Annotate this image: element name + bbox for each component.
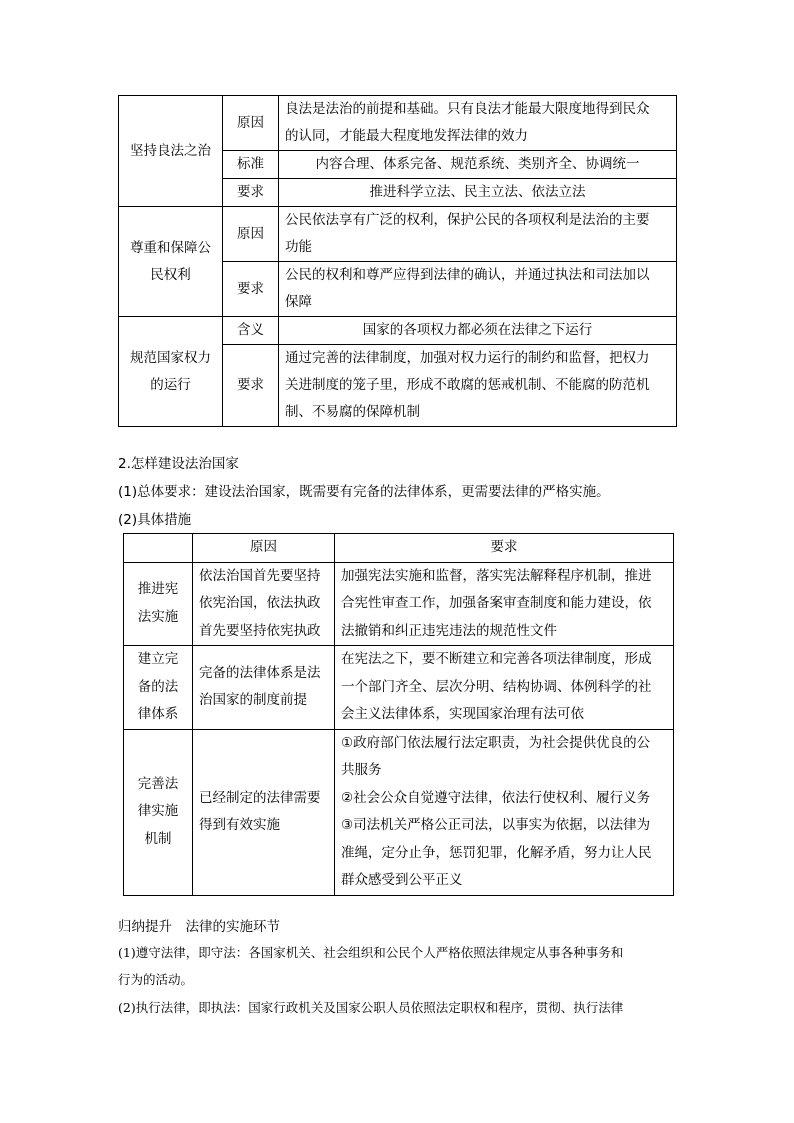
row-label: 要求 [223, 179, 279, 207]
row-label: 标准 [223, 151, 279, 179]
group-title: 坚持良法之治 [119, 96, 223, 207]
table-row [124, 646, 674, 730]
measure-name: 推进宪 法实施 [124, 562, 193, 646]
header-cell: 要求 [335, 534, 674, 563]
group-title: 规范国家权力 的运行 [119, 317, 223, 427]
header-cell [124, 534, 193, 563]
measure-requirement: ①政府部门依法履行法定职责，为社会提供优良的公 共服务 ②社会公众自觉遵守法律，依法行使权利、履行义务 ③司法机关严格公正司法，以事实为依据，以法律为 准绳，定分止争，惩罚犯罪，化解矛盾，努力让人民 群众感受到公平正义 [335, 729, 674, 895]
header-cell: 原因 [193, 534, 335, 563]
row-label: 原因 [223, 96, 279, 151]
row-text: 公民的权利和尊严应得到法律的确认，并通过执法和司法加以 保障 [279, 262, 677, 317]
measure-reason: 完备的法律体系是法 治国家的制度前提 [193, 646, 335, 730]
table-row [119, 207, 677, 262]
rule-of-law-table [118, 95, 677, 427]
row-text: 内容合理、体系完备、规范系统、类别齐全、协调统一 [279, 151, 677, 179]
row-label: 要求 [223, 345, 279, 427]
measure-reason: 已经制定的法律需要 得到有效实施 [193, 729, 335, 895]
measures-title: (2)具体措施 [118, 512, 192, 528]
section-title: 2.怎样建设法治国家 [118, 456, 239, 472]
row-text: 国家的各项权力都必须在法律之下运行 [279, 317, 677, 345]
row-text: 通过完善的法律制度，加强对权力运行的制约和监督，把权力 关进制度的笼子里，形成不敢腐的惩戒机制、不能腐的防范机 制、不易腐的保障机制 [279, 345, 677, 427]
table-header-row [124, 534, 674, 563]
table-row [119, 317, 677, 345]
table-row [124, 729, 674, 895]
row-text: 公民依法享有广泛的权利，保护公民的各项权利是法治的主要 功能 [279, 207, 677, 262]
measures-table [123, 533, 674, 896]
summary-title: 归纳提升 法律的实施环节 [118, 919, 280, 935]
group-title: 尊重和保障公 民权利 [119, 207, 223, 317]
table-row [124, 562, 674, 646]
measure-name: 完善法 律实施 机制 [124, 729, 193, 895]
general-requirement: (1)总体要求：建设法治国家，既需要有完备的法律体系，更需要法律的严格实施。 [118, 484, 610, 500]
summary-line: 行为的活动。 [118, 972, 194, 987]
summary-line: (2)执行法律，即执法：国家行政机关及国家公职人员依照法定职权和程序，贯彻、执行法律 [118, 1000, 624, 1015]
table-row [119, 96, 677, 151]
row-text: 良法是法治的前提和基础。只有良法才能最大限度地得到民众 的认同，才能最大程度地发挥法律的效力 [279, 96, 677, 151]
row-label: 要求 [223, 262, 279, 317]
measure-requirement: 在宪法之下，要不断建立和完善各项法律制度，形成 一个部门齐全、层次分明、结构协调、体例科学的社 会主义法律体系，实现国家治理有法可依 [335, 646, 674, 730]
row-label: 含义 [223, 317, 279, 345]
measure-reason: 依法治国首先要坚持 依宪治国，依法执政 首先要坚持依宪执政 [193, 562, 335, 646]
summary-line: (1)遵守法律，即守法：各国家机关、社会组织和公民个人严格依照法律规定从事各种事务和 [118, 945, 624, 960]
row-text: 推进科学立法、民主立法、依法立法 [279, 179, 677, 207]
measure-requirement: 加强宪法实施和监督，落实宪法解释程序机制，推进 合宪性审查工作，加强备案审查制度和能力建设，依 法撤销和纠正违宪违法的规范性文件 [335, 562, 674, 646]
row-label: 原因 [223, 207, 279, 262]
measure-name: 建立完 备的法 律体系 [124, 646, 193, 730]
